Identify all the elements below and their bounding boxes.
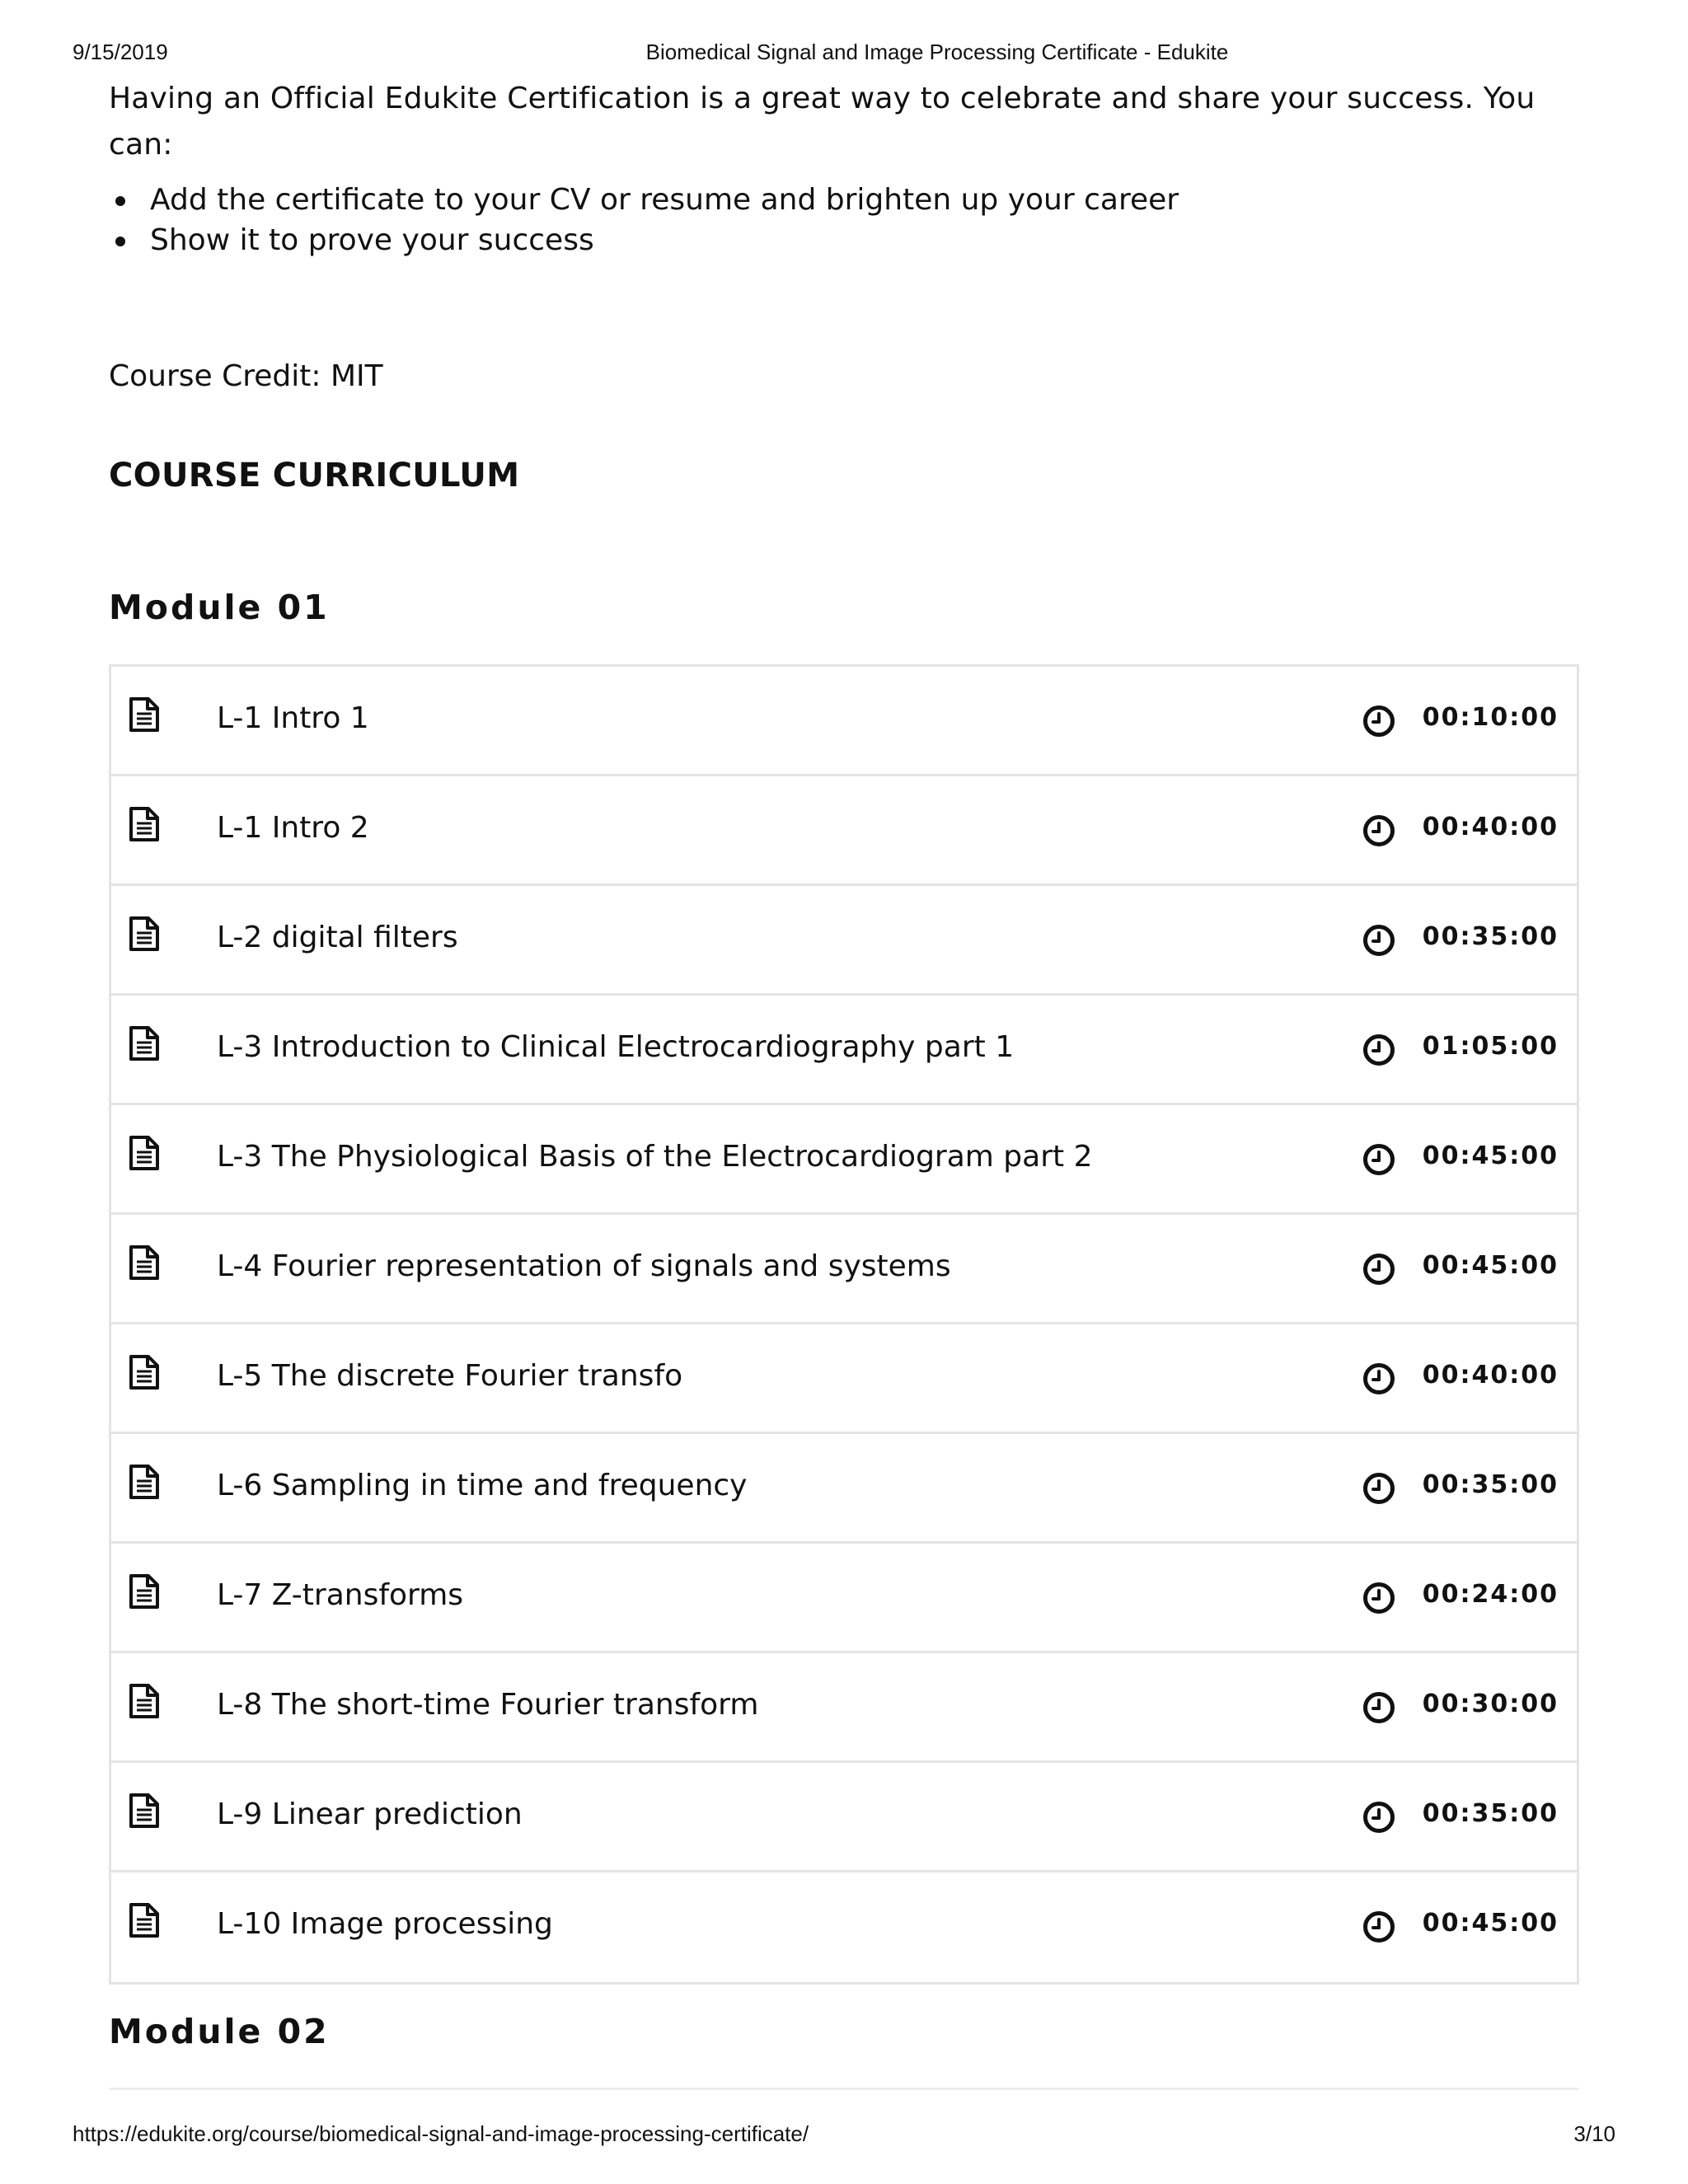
benefits-list (109, 180, 1581, 260)
lesson-row[interactable] (111, 1544, 1577, 1653)
document-icon (128, 1793, 161, 1829)
lesson-row[interactable] (111, 1215, 1577, 1324)
lesson-duration: 00:24:00 (1422, 1580, 1559, 1609)
lesson-row[interactable] (111, 1324, 1577, 1434)
lesson-title[interactable]: L-1 Intro 1 (217, 701, 369, 735)
lesson-title[interactable]: L-1 Intro 2 (217, 811, 369, 845)
intro-text: Having an Official Edukite Certification is a great way to celebrate and share your success. You can: (109, 82, 1536, 162)
clock-icon (1362, 814, 1395, 847)
lesson-row[interactable] (111, 1763, 1577, 1872)
lesson-title[interactable]: L-3 Introduction to Clinical Electrocardiography part 1 (217, 1030, 1015, 1064)
lesson-duration: 00:35:00 (1422, 1799, 1559, 1828)
lesson-title[interactable]: L-10 Image processing (217, 1907, 553, 1941)
lesson-row[interactable] (111, 1434, 1577, 1544)
clock-icon (1362, 1910, 1395, 1943)
clock-icon (1362, 705, 1395, 738)
document-icon (128, 1464, 161, 1500)
clock-icon (1362, 1582, 1395, 1615)
document-icon (128, 1354, 161, 1390)
certificate-intro (109, 76, 1581, 260)
module-01-title: Module 01 (109, 588, 330, 627)
print-page-title: Biomedical Signal and Image Processing Certificate - Edukite (645, 40, 1229, 64)
lesson-row[interactable] (111, 1872, 1577, 1982)
document-icon (128, 1902, 161, 1938)
print-footer (0, 2121, 1688, 2151)
print-header (0, 40, 1688, 69)
lesson-duration: 00:30:00 (1422, 1690, 1559, 1718)
document-icon (128, 916, 161, 952)
lesson-duration: 00:35:00 (1422, 922, 1559, 951)
print-url: https://edukite.org/course/biomedical-signal-and-image-processing-certificate/ (73, 2121, 809, 2146)
lesson-row[interactable] (111, 1653, 1577, 1763)
lesson-title[interactable]: L-2 digital filters (217, 921, 458, 954)
print-page-number: 3/10 (1573, 2121, 1615, 2146)
lesson-title[interactable]: L-8 The short-time Fourier transform (217, 1688, 759, 1722)
clock-icon (1362, 1033, 1395, 1066)
benefit-item: Show it to prove your success (109, 220, 1581, 260)
document-icon (128, 696, 161, 733)
clock-icon (1362, 1472, 1395, 1505)
lesson-title[interactable]: L-4 Fourier representation of signals and systems (217, 1249, 951, 1283)
clock-icon (1362, 1362, 1395, 1395)
lesson-duration: 00:40:00 (1422, 813, 1559, 841)
clock-icon (1362, 1253, 1395, 1286)
lesson-duration: 00:45:00 (1422, 1141, 1559, 1170)
lesson-title[interactable]: L-7 Z-transforms (217, 1578, 464, 1612)
module-01-lesson-list (109, 664, 1579, 1985)
clock-icon (1362, 1691, 1395, 1724)
document-icon (128, 1135, 161, 1171)
benefit-item: Add the certificate to your CV or resume and brighten up your career (109, 180, 1581, 220)
document-icon (128, 1025, 161, 1062)
clock-icon (1362, 1801, 1395, 1834)
document-icon (128, 1244, 161, 1281)
lesson-duration: 00:10:00 (1422, 703, 1559, 732)
lesson-row[interactable] (111, 1105, 1577, 1215)
lesson-duration: 00:40:00 (1422, 1361, 1559, 1390)
module-02-title: Module 02 (109, 2012, 330, 2051)
lesson-title[interactable]: L-9 Linear prediction (217, 1797, 523, 1831)
print-date: 9/15/2019 (73, 40, 168, 64)
curriculum-heading: COURSE CURRICULUM (109, 457, 520, 494)
lesson-row[interactable] (111, 996, 1577, 1105)
lesson-duration: 01:05:00 (1422, 1032, 1559, 1061)
lesson-row[interactable] (111, 667, 1577, 776)
document-icon (128, 1683, 161, 1719)
document-icon (128, 1573, 161, 1610)
module-02-divider (109, 2088, 1579, 2090)
lesson-duration: 00:45:00 (1422, 1909, 1559, 1938)
clock-icon (1362, 924, 1395, 957)
course-credit: Course Credit: MIT (109, 359, 383, 393)
lesson-row[interactable] (111, 886, 1577, 996)
document-icon (128, 806, 161, 842)
lesson-duration: 00:45:00 (1422, 1251, 1559, 1280)
lesson-title[interactable]: L-3 The Physiological Basis of the Electrocardiogram part 2 (217, 1140, 1093, 1174)
lesson-title[interactable]: L-6 Sampling in time and frequency (217, 1469, 748, 1502)
lesson-row[interactable] (111, 776, 1577, 886)
lesson-title[interactable]: L-5 The discrete Fourier transfo (217, 1359, 683, 1393)
clock-icon (1362, 1143, 1395, 1176)
lesson-duration: 00:35:00 (1422, 1470, 1559, 1499)
